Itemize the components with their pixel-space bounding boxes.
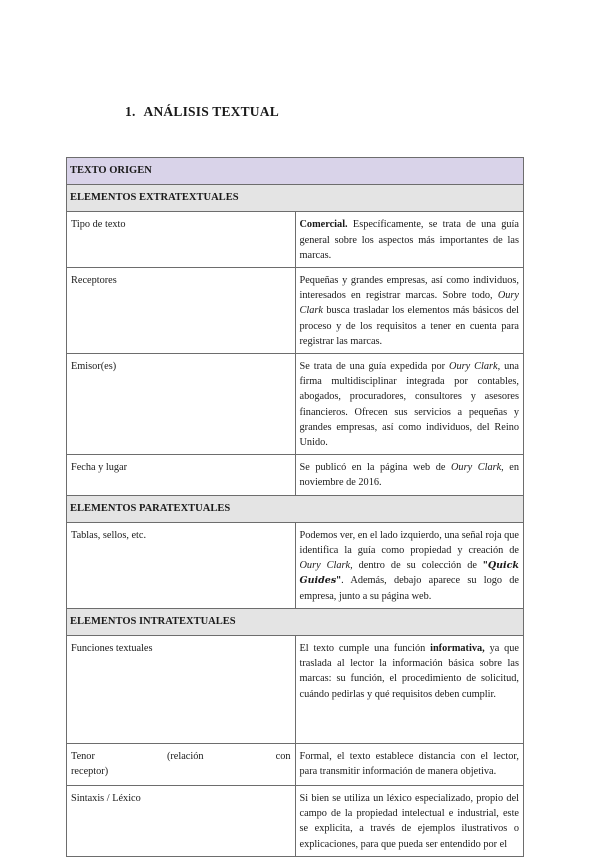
table-row [67, 786, 524, 857]
tablas-italic: Oury Clark, [299, 560, 353, 572]
row-label-sintaxis: Sintaxis / Léxico [67, 786, 296, 857]
emisor-text-1: Se trata de una guía expedida por [299, 361, 450, 373]
tablas-text-2: dentro de su colección de [352, 560, 483, 572]
receptores-text-2: busca trasladar los elementos más básicos del proceso y de los requisitos a tener en cuenta para registrar las marcas. [299, 305, 519, 347]
funciones-text-1: El texto cumple una función [299, 643, 431, 655]
paratextual-header-row [67, 495, 524, 522]
section-title: ANÁLISIS TEXTUAL [143, 104, 279, 119]
funciones-text-2: ya que traslada al lector la información básica sobre las marcas: su función, el procedimiento de solicitud, cuándo pedirlas y qué requisitos deben cumplir. [299, 643, 519, 700]
fecha-text-2: en noviembre de 2016. [299, 462, 520, 489]
row-label-tipo: Tipo de texto [67, 212, 296, 268]
row-value-tablas [295, 522, 524, 608]
table-row [67, 268, 524, 354]
tenor-label-word: Tenor [71, 751, 95, 763]
table-row [67, 522, 524, 608]
section-heading [125, 104, 279, 120]
tablas-text-1: Podemos ver, en el lado izquierdo, una señal roja que identifica la guía como propiedad y creación de [299, 529, 519, 557]
section-number: 1. [125, 104, 136, 119]
receptores-text-1: Pequeñas y grandes empresas, así como individuos, interesados en registrar marcas. Sobre todo, [299, 275, 519, 302]
row-label-emisor: Emisor(es) [67, 354, 296, 455]
row-value-tipo [295, 212, 524, 268]
tipo-text: Específicamente, se trata de una guía general sobre los aspectos más importantes de las marcas. [299, 219, 519, 261]
table-row [67, 636, 524, 744]
row-label-funciones: Funciones textuales [67, 636, 296, 744]
row-value-sintaxis: Si bien se utiliza un léxico especializado, propio del campo de la propiedad intelectual e industrial, este se explicita, a través de ejemplos ilustrativos o explicaciones, para que pueda ser entendido por el [295, 786, 524, 857]
table-row [67, 354, 524, 455]
analysis-table [66, 157, 524, 857]
receptores-italic: Oury Clark [299, 290, 519, 317]
emisor-text-2: una firma multidisciplinar integrada por contables, abogados, procuradores, consultores y asesores financieros. Ofrecen sus servicios a pequeñas y grandes empresas, así como individuos, del Reino Unido. [299, 361, 519, 449]
extratextual-header-row [67, 185, 524, 212]
row-value-emisor [295, 354, 524, 455]
row-label-fecha: Fecha y lugar [67, 455, 296, 495]
intratextual-header: ELEMENTOS INTRATEXTUALES [67, 608, 524, 635]
fecha-italic: Oury Clark, [451, 462, 504, 474]
origin-header: TEXTO ORIGEN [67, 158, 524, 185]
intratextual-header-row [67, 608, 524, 635]
paratextual-header: ELEMENTOS PARATEXTUALES [67, 495, 524, 522]
row-value-funciones [295, 636, 524, 744]
quick-guides-script: "Quick Guides" [299, 560, 519, 587]
row-label-receptores: Receptores [67, 268, 296, 354]
row-label-tablas: Tablas, sellos, etc. [67, 522, 296, 608]
table-row [67, 212, 524, 268]
table-row [67, 455, 524, 495]
tablas-text-3: . Además, debajo aparece su logo de empresa, junto a su página web. [299, 575, 519, 602]
tenor-label-line [71, 749, 291, 764]
extratextual-header: ELEMENTOS EXTRATEXTUALES [67, 185, 524, 212]
fecha-text-1: Se publicó en la página web de [299, 462, 451, 474]
table-row [67, 744, 524, 786]
row-value-fecha [295, 455, 524, 495]
tipo-bold-lead: Comercial. [299, 219, 348, 231]
tenor-label-word: (relación [166, 751, 204, 763]
tenor-label-word: con [275, 751, 291, 763]
tenor-label-word: receptor) [71, 766, 109, 778]
row-value-receptores [295, 268, 524, 354]
funciones-bold: informativa, [430, 643, 485, 655]
origin-header-row [67, 158, 524, 185]
row-value-tenor: Formal, el texto establece distancia con el lector, para transmitir información de manera objetiva. [295, 744, 524, 786]
row-label-tenor [67, 744, 296, 786]
emisor-italic: Oury Clark, [449, 361, 501, 373]
